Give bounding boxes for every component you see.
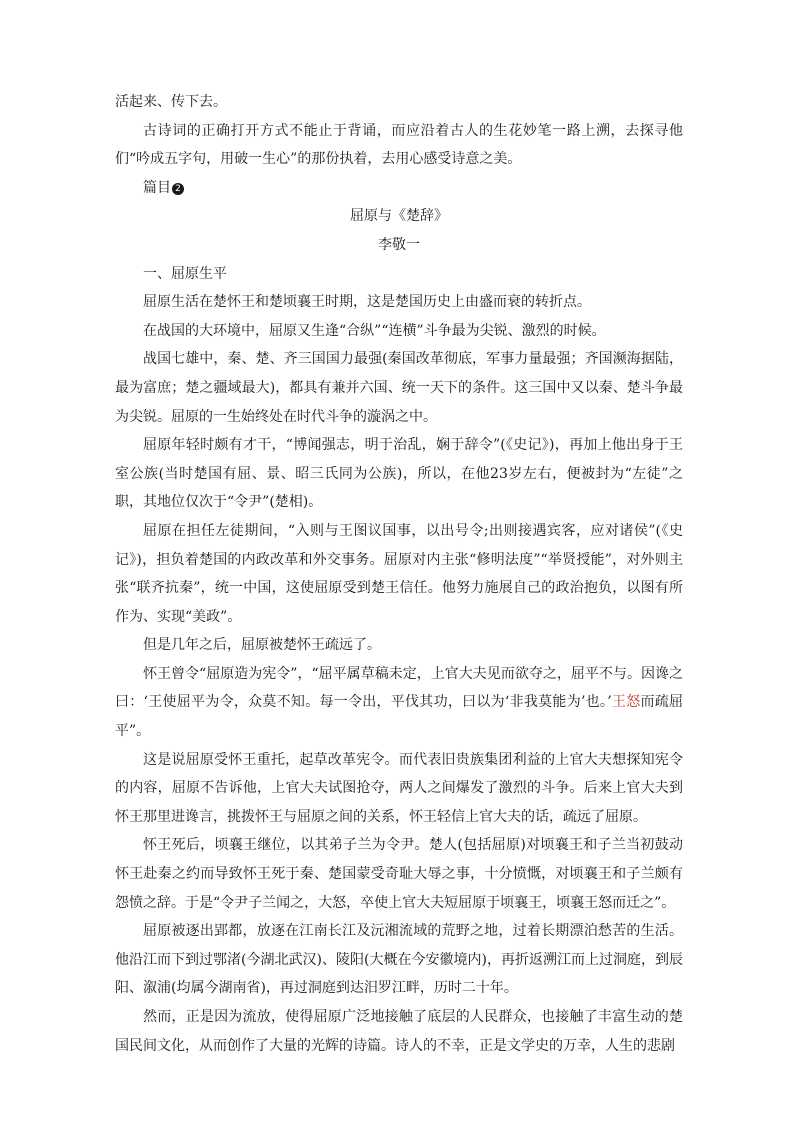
paragraph-estranged: 但是几年之后，屈原被楚怀王疏远了。 — [143, 637, 381, 654]
paragraph-explanation: 这是说屈原受怀王重托，起草改革宪令。而代表旧贵族集团利益的上官大夫想探知宪令的内容，屈原不告诉他，上官大夫试图抢夺，两人之间爆发了激烈的斗争。后来上官大夫到怀王那里进谗言，挑拨怀王与屈原之间的关系，怀王轻信上官大夫的话，疏远了屈原。 — [115, 751, 683, 825]
paragraph-continuation: 活起来、传下去。 — [115, 94, 227, 110]
quote-highlight: 王怒 — [611, 694, 641, 711]
quote-tail: 而疏屈平”。 — [115, 694, 684, 740]
paragraph-poetry-approach: 古诗词的正确打开方式不能止于背诵，而应沿着古人的生花妙笔一路上溯，去探寻他们“吟成五字句，用破一生心”的那份执着，去用心感受诗意之美。 — [115, 122, 683, 168]
paragraph-exile: 屈原被逐出郢都，放逐在江南长江及沅湘流域的荒野之地，过着长期漂泊愁苦的生活。他沿江而下到过鄂渚(今湖北武汉)、陵阳(大概在今安徽境内)，再折返溯江而上过洞庭，到辰阳、溆浦(均属今湖南省)，再过洞庭到达汨罗江畔，历时二十年。 — [115, 923, 683, 997]
article-title: 屈原与《楚辞》 — [350, 208, 448, 225]
paragraph-era: 屈原生活在楚怀王和楚顷襄王时期，这是楚国历史上由盛而衰的转折点。 — [143, 294, 591, 311]
heading-biography: 一、屈原生平 — [143, 265, 227, 282]
section-label-text: 篇目 — [143, 179, 171, 196]
paragraph-zuotu-office: 屈原在担任左徒期间，“入则与王图议国事，以出号令;出则接遇宾客，应对诸侯”(《史记》)，担负着楚国的内政改革和外交事务。屈原对内主张“修明法度”“举贤授能”，对外则主张“联齐抗秦”，统一中国，这使屈原受到楚王信任。他努力施展自己的政治抱负，以图有所作为、实现“美政”。 — [115, 522, 683, 625]
paragraph-warring-states: 在战国的大环境中，屈原又生逢“合纵”“连横”斗争最为尖锐、激烈的时候。 — [143, 322, 606, 339]
article-author: 李敬一 — [378, 236, 420, 253]
paragraph-poetry-creation: 然而，正是因为流放，使得屈原广泛地接触了底层的人民群众，也接触了丰富生动的楚国民间文化，从而创作了大量的光辉的诗篇。诗人的不幸，正是文学史的万幸，人生的悲剧 — [115, 1009, 683, 1054]
document-page — [115, 88, 683, 1060]
paragraph-seven-states: 战国七雄中，秦、楚、齐三国国力最强(秦国改革彻底，军事力量最强；齐国濒海据陆，最为富庶；楚之疆域最大)，都具有兼并六国、统一天下的条件。这三国中又以秦、楚斗争最为尖锐。屈原的一生始终处在时代斗争的漩涡之中。 — [115, 351, 683, 425]
paragraph-king-qingxiang: 怀王死后，顷襄王继位，以其弟子兰为令尹。楚人(包括屈原)对顷襄王和子兰当初鼓动怀王赴秦之约而导致怀王死于秦、楚国蒙受奇耻大辱之事，十分愤慨，对顷襄王和子兰颇有怨愤之辞。于是“令尹子兰闻之，大怒，卒使上官大夫短屈原于顷襄王，顷襄王怒而迁之”。 — [115, 837, 683, 911]
section-number-badge: 2 — [172, 183, 184, 195]
section-label — [115, 174, 683, 203]
quote-text: 怀王曾令“屈原造为宪令”，“屈平属草稿未定，上官大夫见而欲夺之，屈平不与。因谗之曰：‘王使屈平为令，众莫不知。每一令出，平伐其功，曰以为‘非我莫能为’也。’ — [115, 665, 683, 711]
paragraph-constitution-quote — [115, 660, 683, 746]
paragraph-young-talent: 屈原年轻时颇有才干，“博闻强志，明于治乱，娴于辞令”(《史记》)，再加上他出身于王室公族(当时楚国有屈、景、昭三氏同为公族)，所以，在他23岁左右，便被封为“左徒”之职，其地位仅次于“令尹”(楚相)。 — [115, 437, 683, 511]
